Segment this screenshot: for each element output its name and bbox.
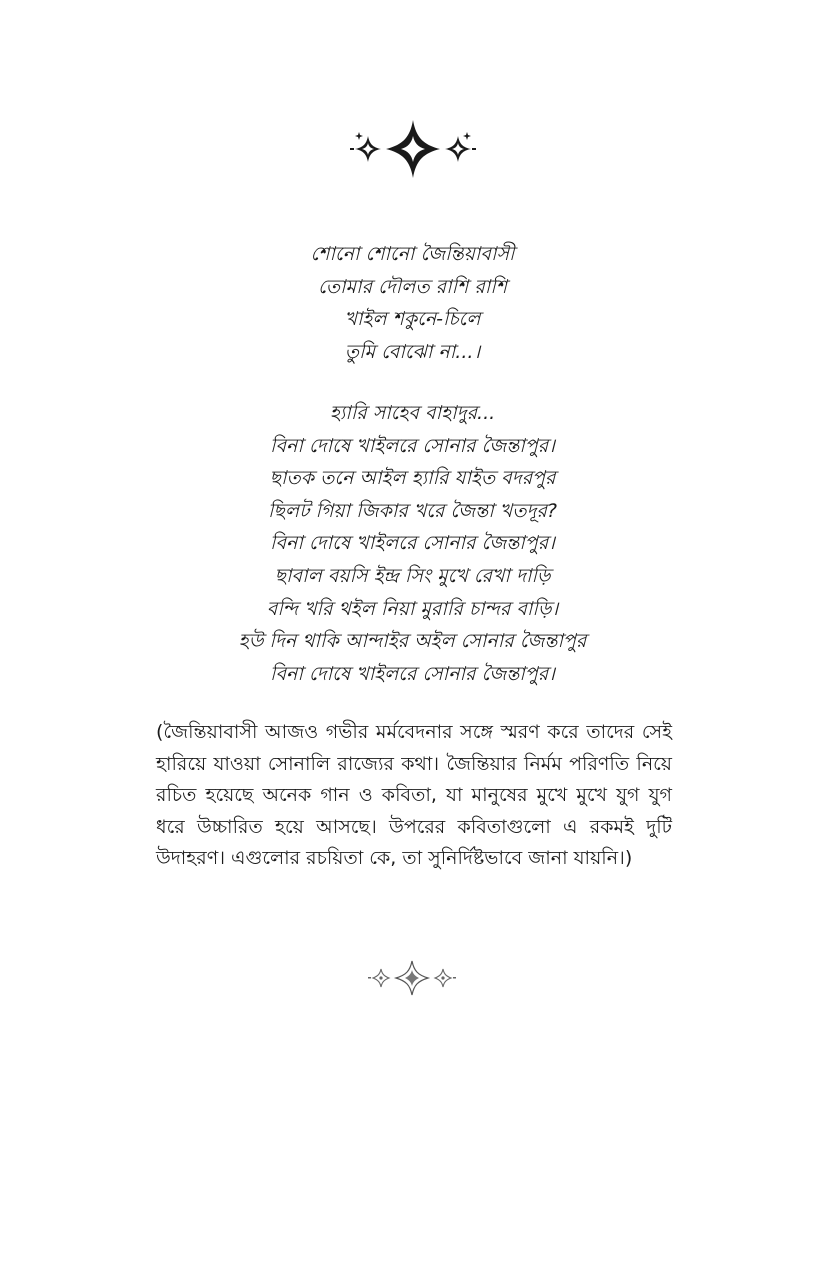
poem-stanza-two	[150, 397, 675, 690]
poem-line: বন্দি খরি থইল নিয়া মুরারি চান্দর বাড়ি।	[266, 597, 559, 620]
poem-line: ছাতক তনে আইল হ্যারি যাইত বদরপুর	[269, 467, 556, 490]
decorative-diamond-star-icon	[368, 960, 456, 996]
poem-line: ছিলট গিয়া জিকার খরে জৈন্তা খতদূর?	[267, 499, 558, 522]
decorative-diamond-star-icon	[350, 118, 476, 180]
note-paragraph: (জৈন্তিয়াবাসী আজও গভীর মর্মবেদনার সঙ্গে স্মরণ করে তাদের সেই হারিয়ে যাওয়া সোনালি রাজ্যের কথা। জৈন্তিয়ার নির্মম পরিণতি নিয়ে রচিত হয়েছে অনেক গান ও কবিতা, যা মানুষের মুখে মুখে যুগ যুগ ধরে উচ্চারিত হয়ে আসছে। উপরের কবিতাগুলো এ রকমই দুটি উদাহরণ। এগুলোর রচয়িতা কে, তা সুনির্দিষ্টভাবে জানা যায়নি।)	[156, 721, 672, 869]
poem-line: বিনা দোষে খাইলরে সোনার জৈন্তাপুর।	[270, 662, 555, 685]
poem-line: বিনা দোষে খাইলরে সোনার জৈন্তাপুর।	[270, 434, 555, 457]
poem-stanza-one	[150, 238, 675, 368]
poem-line: ছাবাল বয়সি ইন্দ্র সিং মুখে রেখা দাড়ি	[274, 564, 551, 587]
poem-line: হউ দিন থাকি আন্দাইর অইল সোনার জৈন্তাপুর	[238, 630, 587, 653]
poem-line: হ্যারি সাহেব বাহাদুর...	[329, 402, 496, 424]
poem-line: শোনো শোনো জৈন্তিয়াবাসী	[310, 243, 515, 265]
poem-line: তুমি বোঝো না...।	[344, 340, 481, 363]
poem-line: তোমার দৌলত রাশি রাশি	[318, 275, 507, 298]
poem-line: খাইল শকুনে-চিলে	[344, 308, 481, 331]
poem-line: বিনা দোষে খাইলরে সোনার জৈন্তাপুর।	[270, 532, 555, 555]
